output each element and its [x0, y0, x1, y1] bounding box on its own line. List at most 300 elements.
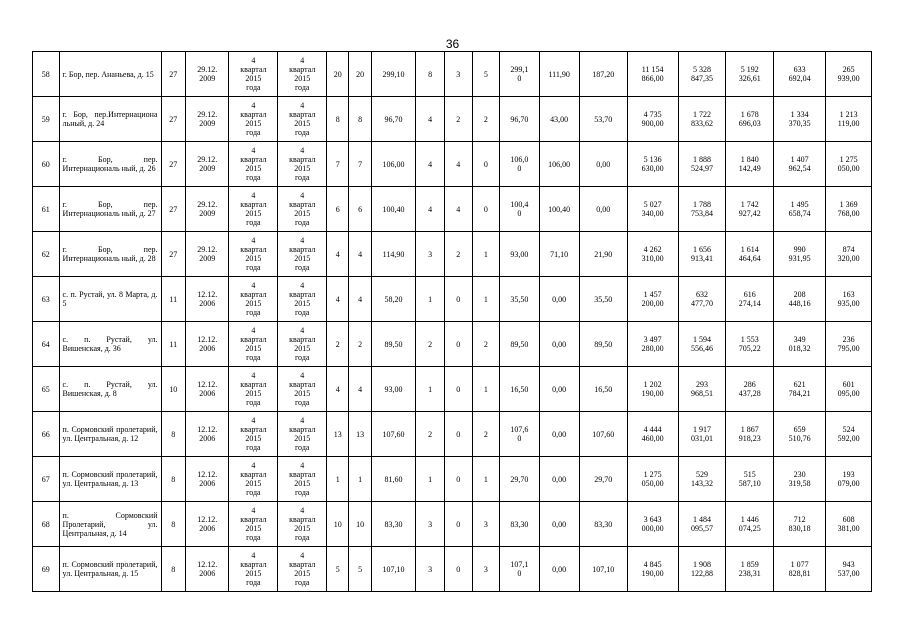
residents-cell-text: 7 — [335, 159, 340, 169]
fund-cost-cell — [678, 322, 726, 367]
protocol-number-cell — [161, 52, 185, 97]
total-cost-cell-text: 1 202 190,00 — [641, 380, 664, 398]
row-number — [33, 322, 60, 367]
protocol-number-cell-text: 27 — [169, 249, 178, 259]
apartments-municipal-cell — [472, 367, 500, 412]
extra-cost-cell-text: 163 935,00 — [837, 290, 860, 308]
row-number — [33, 187, 60, 232]
relocated-area-cell-text: 35,50 — [510, 294, 529, 304]
local-cost-cell-text: 1 334 370,35 — [788, 110, 811, 128]
municipal-area-cell-text: 0,00 — [596, 159, 611, 169]
apartments-municipal-cell — [472, 502, 500, 547]
protocol-number-cell — [161, 97, 185, 142]
total-cost-cell — [627, 502, 678, 547]
municipal-area-cell-text: 83,30 — [594, 519, 613, 529]
extra-cost-cell-text: 874 320,00 — [837, 245, 860, 263]
apartments-owned-cell-text: 3 — [456, 69, 461, 79]
plan-end-cell-text: 4 квартал 2015 года — [289, 191, 316, 227]
regional-cost-cell-text: 1 840 142,49 — [738, 155, 761, 173]
apartments-owned-cell — [445, 277, 473, 322]
total-area-cell — [371, 412, 416, 457]
apartments-owned-cell — [445, 187, 473, 232]
plan-end-cell — [278, 547, 327, 592]
apartments-municipal-cell — [472, 97, 500, 142]
total-cost-cell — [627, 547, 678, 592]
apartments-owned-cell-text: 4 — [456, 204, 461, 214]
protocol-number-cell-text: 27 — [169, 114, 178, 124]
regional-cost-cell-text: 5 192 326,61 — [738, 65, 761, 83]
municipal-area-cell — [579, 322, 627, 367]
plan-end-cell — [278, 277, 327, 322]
apartments-municipal-cell-text: 0 — [483, 159, 488, 169]
regional-cost-cell-text: 286 437,28 — [738, 380, 761, 398]
municipal-area-cell-text: 0,00 — [596, 204, 611, 214]
total-cost-cell — [627, 277, 678, 322]
apartments-owned-cell — [445, 367, 473, 412]
owned-area-cell-text: 71,10 — [550, 249, 569, 259]
relocated-area-cell — [500, 232, 539, 277]
residents-cell — [327, 322, 349, 367]
total-area-cell — [371, 457, 416, 502]
date-cell — [185, 547, 229, 592]
fund-cost-cell-text: 5 328 847,35 — [690, 65, 713, 83]
table-row — [33, 142, 872, 187]
local-cost-cell-text: 621 784,21 — [788, 380, 811, 398]
address-cell-text: с. п. Рустай, ул. Вишенская, д. 36 — [62, 335, 158, 353]
owned-area-cell — [539, 457, 579, 502]
protocol-number-cell — [161, 322, 185, 367]
residents-relocated-cell-text: 7 — [358, 159, 363, 169]
residents-cell — [327, 52, 349, 97]
municipal-area-cell-text: 35,50 — [594, 294, 613, 304]
address-cell — [59, 277, 161, 322]
plan-end-cell-text: 4 квартал 2015 года — [289, 326, 316, 362]
total-area-cell — [371, 502, 416, 547]
apartments-cell-text: 3 — [428, 519, 433, 529]
table-row — [33, 322, 872, 367]
local-cost-cell — [774, 367, 826, 412]
plan-start-cell — [229, 277, 278, 322]
relocated-area-cell-text: 106,0 0 — [510, 155, 529, 173]
apartments-cell — [416, 367, 445, 412]
date-cell-text: 12.12. 2006 — [197, 290, 218, 308]
apartments-cell-text: 8 — [428, 69, 433, 79]
table-row — [33, 97, 872, 142]
residents-relocated-cell — [349, 97, 371, 142]
fund-cost-cell — [678, 52, 726, 97]
local-cost-cell — [774, 232, 826, 277]
apartments-owned-cell-text: 0 — [456, 474, 461, 484]
total-area-cell — [371, 97, 416, 142]
plan-end-cell — [278, 187, 327, 232]
residents-cell-text: 2 — [335, 339, 340, 349]
apartments-owned-cell — [445, 232, 473, 277]
regional-cost-cell — [726, 142, 774, 187]
table-row — [33, 232, 872, 277]
plan-start-cell — [229, 457, 278, 502]
row-number-text: 63 — [41, 294, 50, 304]
local-cost-cell — [774, 547, 826, 592]
apartments-municipal-cell-text: 3 — [483, 564, 488, 574]
row-number-text: 65 — [41, 384, 50, 394]
regional-cost-cell-text: 1 859 238,31 — [738, 560, 761, 578]
fund-cost-cell-text: 529 143,32 — [690, 470, 713, 488]
protocol-number-cell-text: 8 — [171, 429, 176, 439]
protocol-number-cell — [161, 277, 185, 322]
residents-cell-text: 5 — [335, 564, 340, 574]
extra-cost-cell — [826, 502, 872, 547]
fund-cost-cell — [678, 547, 726, 592]
date-cell-text: 12.12. 2006 — [197, 470, 218, 488]
residents-relocated-cell-text: 2 — [358, 339, 363, 349]
plan-end-cell — [278, 232, 327, 277]
date-cell-text: 12.12. 2006 — [197, 380, 218, 398]
row-number-text: 58 — [41, 69, 50, 79]
fund-cost-cell — [678, 277, 726, 322]
municipal-area-cell — [579, 97, 627, 142]
protocol-number-cell — [161, 142, 185, 187]
apartments-municipal-cell-text: 1 — [483, 384, 488, 394]
row-number — [33, 142, 60, 187]
plan-start-cell-text: 4 квартал 2015 года — [240, 461, 267, 497]
residents-relocated-cell — [349, 52, 371, 97]
fund-cost-cell-text: 293 968,51 — [690, 380, 713, 398]
local-cost-cell-text: 1 407 962,54 — [788, 155, 811, 173]
plan-start-cell — [229, 412, 278, 457]
local-cost-cell-text: 349 018,32 — [788, 335, 811, 353]
extra-cost-cell-text: 1 213 119,00 — [837, 110, 860, 128]
plan-start-cell-text: 4 квартал 2015 года — [240, 101, 267, 137]
owned-area-cell-text: 0,00 — [552, 564, 567, 574]
table-row — [33, 547, 872, 592]
local-cost-cell-text: 712 830,18 — [788, 515, 811, 533]
local-cost-cell-text: 659 510,76 — [788, 425, 811, 443]
total-cost-cell — [627, 142, 678, 187]
apartments-owned-cell — [445, 322, 473, 367]
apartments-owned-cell — [445, 412, 473, 457]
residents-cell-text: 6 — [335, 204, 340, 214]
relocated-area-cell — [500, 412, 539, 457]
total-area-cell — [371, 52, 416, 97]
relocated-area-cell-text: 16,50 — [510, 384, 529, 394]
regional-cost-cell-text: 1 742 927,42 — [738, 200, 761, 218]
owned-area-cell-text: 0,00 — [552, 429, 567, 439]
address-cell — [59, 502, 161, 547]
total-area-cell — [371, 277, 416, 322]
local-cost-cell — [774, 142, 826, 187]
date-cell — [185, 277, 229, 322]
local-cost-cell — [774, 457, 826, 502]
residents-relocated-cell — [349, 277, 371, 322]
apartments-owned-cell-text: 4 — [456, 159, 461, 169]
residents-cell — [327, 367, 349, 412]
regional-cost-cell-text: 1 867 918,23 — [738, 425, 761, 443]
apartments-municipal-cell — [472, 142, 500, 187]
extra-cost-cell-text: 236 795,00 — [837, 335, 860, 353]
apartments-municipal-cell — [472, 322, 500, 367]
apartments-owned-cell-text: 0 — [456, 294, 461, 304]
residents-cell-text: 4 — [335, 249, 340, 259]
apartments-municipal-cell — [472, 457, 500, 502]
regional-cost-cell-text: 1 553 705,22 — [738, 335, 761, 353]
protocol-number-cell — [161, 502, 185, 547]
plan-start-cell — [229, 232, 278, 277]
protocol-number-cell-text: 11 — [169, 339, 178, 349]
extra-cost-cell-text: 1 369 768,00 — [837, 200, 860, 218]
address-cell-text: г. Бор, пер.Интернациона льный, д. 24 — [62, 110, 158, 128]
local-cost-cell-text: 990 931,95 — [788, 245, 811, 263]
apartments-municipal-cell-text: 1 — [483, 474, 488, 484]
protocol-number-cell-text: 8 — [171, 519, 176, 529]
row-number-text: 69 — [41, 564, 50, 574]
date-cell — [185, 457, 229, 502]
apartments-cell — [416, 502, 445, 547]
apartments-cell — [416, 187, 445, 232]
fund-cost-cell-text: 1 722 833,62 — [690, 110, 713, 128]
relocated-area-cell-text: 83,30 — [510, 519, 529, 529]
total-cost-cell — [627, 367, 678, 412]
apartments-municipal-cell — [472, 277, 500, 322]
protocol-number-cell — [161, 367, 185, 412]
row-number-text: 68 — [41, 519, 50, 529]
regional-cost-cell — [726, 52, 774, 97]
relocated-area-cell — [500, 187, 539, 232]
plan-end-cell — [278, 322, 327, 367]
row-number-text: 62 — [41, 249, 50, 259]
apartments-municipal-cell-text: 5 — [483, 69, 488, 79]
address-cell — [59, 412, 161, 457]
residents-relocated-cell-text: 4 — [358, 384, 363, 394]
total-area-cell-text: 83,30 — [384, 519, 403, 529]
regional-cost-cell — [726, 457, 774, 502]
apartments-cell — [416, 142, 445, 187]
protocol-number-cell — [161, 412, 185, 457]
plan-end-cell — [278, 97, 327, 142]
plan-end-cell-text: 4 квартал 2015 года — [289, 236, 316, 272]
owned-area-cell — [539, 142, 579, 187]
extra-cost-cell-text: 1 275 050,00 — [837, 155, 860, 173]
total-area-cell-text: 107,60 — [382, 429, 405, 439]
regional-cost-cell-text: 616 274,14 — [738, 290, 761, 308]
owned-area-cell-text: 0,00 — [552, 294, 567, 304]
total-cost-cell-text: 3 497 280,00 — [641, 335, 664, 353]
address-cell — [59, 97, 161, 142]
plan-start-cell-text: 4 квартал 2015 года — [240, 236, 267, 272]
fund-cost-cell — [678, 367, 726, 412]
owned-area-cell-text: 0,00 — [552, 519, 567, 529]
total-cost-cell-text: 4 262 310,00 — [641, 245, 664, 263]
regional-cost-cell — [726, 412, 774, 457]
relocated-area-cell — [500, 547, 539, 592]
municipal-area-cell — [579, 52, 627, 97]
fund-cost-cell — [678, 412, 726, 457]
total-cost-cell-text: 1 457 200,00 — [641, 290, 664, 308]
table-body — [33, 52, 872, 592]
total-cost-cell-text: 3 643 000,00 — [641, 515, 664, 533]
plan-start-cell-text: 4 квартал 2015 года — [240, 551, 267, 587]
residents-cell-text: 8 — [335, 114, 340, 124]
extra-cost-cell — [826, 412, 872, 457]
residents-cell — [327, 412, 349, 457]
apartments-cell — [416, 457, 445, 502]
protocol-number-cell — [161, 457, 185, 502]
residents-cell-text: 20 — [333, 69, 342, 79]
row-number-text: 67 — [41, 474, 50, 484]
row-number — [33, 502, 60, 547]
apartments-cell-text: 4 — [428, 159, 433, 169]
plan-start-cell-text: 4 квартал 2015 года — [240, 416, 267, 452]
date-cell — [185, 142, 229, 187]
plan-start-cell-text: 4 квартал 2015 года — [240, 326, 267, 362]
relocated-area-cell — [500, 322, 539, 367]
apartments-cell — [416, 232, 445, 277]
extra-cost-cell — [826, 232, 872, 277]
row-number — [33, 457, 60, 502]
apartments-cell-text: 2 — [428, 339, 433, 349]
extra-cost-cell — [826, 322, 872, 367]
residents-cell — [327, 502, 349, 547]
owned-area-cell — [539, 52, 579, 97]
apartments-owned-cell-text: 0 — [456, 564, 461, 574]
local-cost-cell — [774, 502, 826, 547]
relocated-area-cell-text: 100,4 0 — [510, 200, 529, 218]
local-cost-cell — [774, 322, 826, 367]
relocated-area-cell-text: 29,70 — [510, 474, 529, 484]
row-number-text: 61 — [41, 204, 50, 214]
apartments-municipal-cell-text: 2 — [483, 114, 488, 124]
residents-relocated-cell-text: 4 — [358, 294, 363, 304]
date-cell — [185, 322, 229, 367]
residents-cell — [327, 277, 349, 322]
apartments-owned-cell — [445, 457, 473, 502]
extra-cost-cell — [826, 187, 872, 232]
regional-cost-cell-text: 1 446 074,25 — [738, 515, 761, 533]
total-area-cell-text: 114,90 — [382, 249, 405, 259]
apartments-owned-cell-text: 0 — [456, 339, 461, 349]
plan-end-cell-text: 4 квартал 2015 года — [289, 281, 316, 317]
plan-end-cell-text: 4 квартал 2015 года — [289, 506, 316, 542]
plan-end-cell — [278, 502, 327, 547]
total-area-cell — [371, 187, 416, 232]
municipal-area-cell — [579, 547, 627, 592]
residents-relocated-cell — [349, 547, 371, 592]
owned-area-cell — [539, 232, 579, 277]
municipal-area-cell — [579, 142, 627, 187]
total-area-cell-text: 93,00 — [384, 384, 403, 394]
date-cell — [185, 187, 229, 232]
municipal-area-cell-text: 107,10 — [592, 564, 615, 574]
extra-cost-cell-text: 601 095,00 — [837, 380, 860, 398]
total-cost-cell-text: 5 136 630,00 — [641, 155, 664, 173]
date-cell-text: 29.12. 2009 — [197, 155, 218, 173]
address-cell-text: г. Бор, пер. Интернациональ ный, д. 28 — [62, 245, 158, 263]
apartments-cell — [416, 97, 445, 142]
extra-cost-cell-text: 265 939,00 — [837, 65, 860, 83]
residents-cell-text: 10 — [333, 519, 342, 529]
date-cell-text: 29.12. 2009 — [197, 110, 218, 128]
total-cost-cell — [627, 97, 678, 142]
relocated-area-cell — [500, 97, 539, 142]
relocated-area-cell-text: 89,50 — [510, 339, 529, 349]
regional-cost-cell — [726, 502, 774, 547]
plan-start-cell-text: 4 квартал 2015 года — [240, 506, 267, 542]
protocol-number-cell-text: 27 — [169, 204, 178, 214]
plan-start-cell-text: 4 квартал 2015 года — [240, 281, 267, 317]
municipal-area-cell-text: 16,50 — [594, 384, 613, 394]
total-area-cell-text: 58,20 — [384, 294, 403, 304]
apartments-municipal-cell — [472, 412, 500, 457]
date-cell-text: 12.12. 2006 — [197, 515, 218, 533]
plan-start-cell — [229, 322, 278, 367]
apartments-cell — [416, 52, 445, 97]
apartments-municipal-cell-text: 2 — [483, 429, 488, 439]
owned-area-cell — [539, 412, 579, 457]
plan-end-cell-text: 4 квартал 2015 года — [289, 146, 316, 182]
address-cell — [59, 232, 161, 277]
residents-relocated-cell — [349, 322, 371, 367]
protocol-number-cell — [161, 547, 185, 592]
fund-cost-cell-text: 1 484 095,57 — [690, 515, 713, 533]
apartments-municipal-cell-text: 1 — [483, 249, 488, 259]
protocol-number-cell-text: 8 — [171, 474, 176, 484]
plan-start-cell — [229, 97, 278, 142]
apartments-owned-cell-text: 0 — [456, 384, 461, 394]
regional-cost-cell — [726, 97, 774, 142]
extra-cost-cell — [826, 547, 872, 592]
regional-cost-cell-text: 515 587,10 — [738, 470, 761, 488]
relocated-area-cell-text: 96,70 — [510, 114, 529, 124]
plan-start-cell-text: 4 квартал 2015 года — [240, 146, 267, 182]
local-cost-cell-text: 633 692,04 — [788, 65, 811, 83]
apartments-cell-text: 1 — [428, 474, 433, 484]
municipal-area-cell — [579, 412, 627, 457]
address-cell — [59, 457, 161, 502]
address-cell-text: п. Сормовский пролетарий, ул. Центральная, д. 12 — [62, 425, 158, 443]
apartments-cell — [416, 412, 445, 457]
apartments-municipal-cell-text: 3 — [483, 519, 488, 529]
apartments-cell — [416, 547, 445, 592]
apartments-owned-cell-text: 0 — [456, 519, 461, 529]
residents-cell — [327, 457, 349, 502]
residents-cell — [327, 547, 349, 592]
address-cell — [59, 322, 161, 367]
apartments-cell — [416, 277, 445, 322]
owned-area-cell-text: 106,00 — [548, 159, 571, 169]
apartments-owned-cell-text: 2 — [456, 249, 461, 259]
municipal-area-cell — [579, 367, 627, 412]
row-number — [33, 52, 60, 97]
regional-cost-cell — [726, 547, 774, 592]
protocol-number-cell — [161, 232, 185, 277]
apartments-owned-cell-text: 2 — [456, 114, 461, 124]
relocated-area-cell — [500, 457, 539, 502]
address-cell — [59, 142, 161, 187]
local-cost-cell-text: 1 077 828,81 — [788, 560, 811, 578]
apartments-cell-text: 2 — [428, 429, 433, 439]
address-cell — [59, 52, 161, 97]
row-number — [33, 367, 60, 412]
address-cell-text: г. Бор, пер. Интернациональ ный, д. 27 — [62, 200, 158, 218]
row-number-text: 66 — [41, 429, 50, 439]
residents-relocated-cell — [349, 232, 371, 277]
municipal-area-cell-text: 89,50 — [594, 339, 613, 349]
total-area-cell — [371, 547, 416, 592]
residents-cell — [327, 187, 349, 232]
residents-relocated-cell — [349, 412, 371, 457]
extra-cost-cell — [826, 277, 872, 322]
apartments-owned-cell — [445, 142, 473, 187]
plan-end-cell — [278, 457, 327, 502]
